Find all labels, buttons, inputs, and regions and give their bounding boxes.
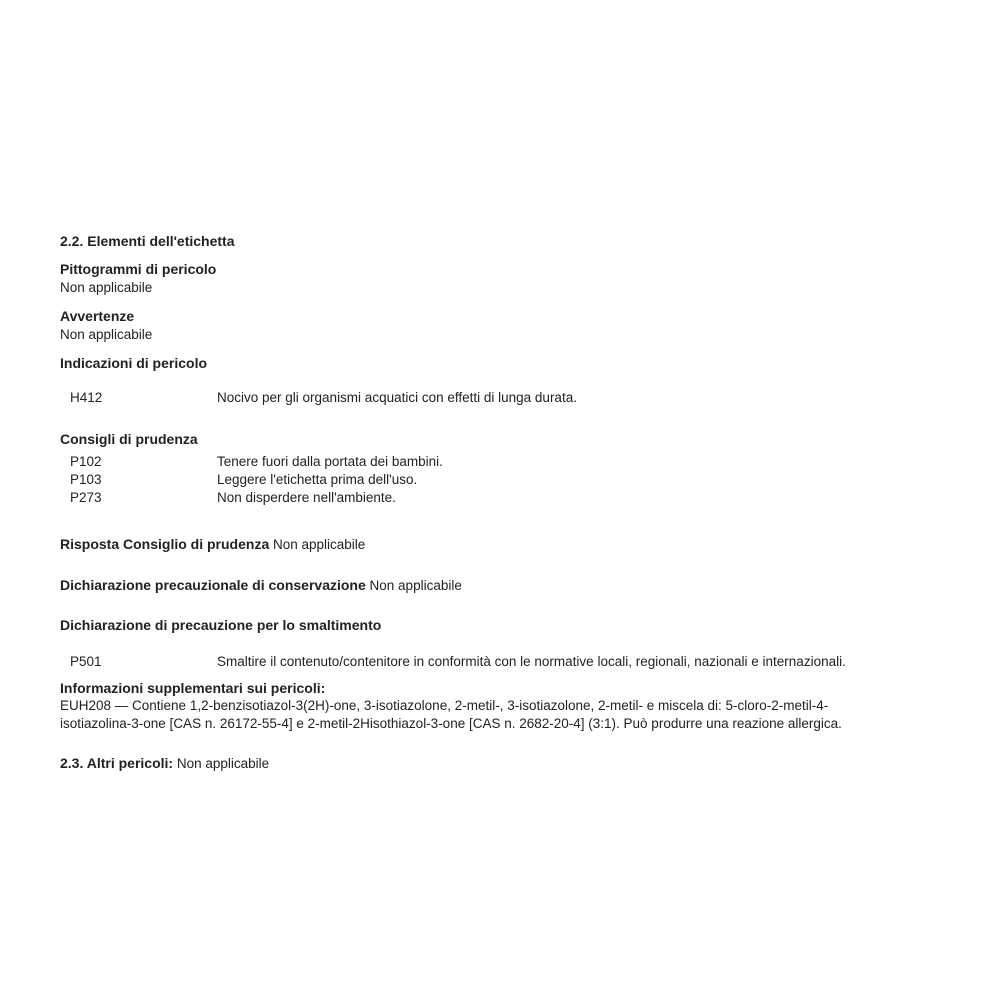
hazard-text: Nocivo per gli organismi acquatici con effetti di lunga durata. <box>217 390 577 405</box>
response-line <box>60 535 950 554</box>
disposal-text: Smaltire il contenuto/contenitore in conformità con le normative locali, regionali, nazionali e internazionali. <box>217 654 846 669</box>
hazard-statement-row <box>60 389 950 407</box>
storage-line <box>60 576 950 595</box>
precautionary-statements-label: Consigli di prudenza <box>60 431 198 447</box>
pictograms-value: Non applicabile <box>60 280 153 295</box>
response-label: Risposta Consiglio di prudenza <box>60 536 270 552</box>
supplemental-text-line: isotiazolina-3-one [CAS n. 26172-55-4] e 2-metil-2Hisothiazol-3-one [CAS n. 2682-20-4] (3:1). Può produrre una reazione allergica. <box>60 716 842 731</box>
precautionary-code: P102 <box>70 454 102 469</box>
sds-label-elements-section <box>60 232 950 773</box>
storage-value: Non applicabile <box>369 578 462 593</box>
precautionary-code: P103 <box>70 472 102 487</box>
precautionary-row <box>60 489 950 507</box>
section-2-2-heading: 2.2. Elementi dell'etichetta <box>60 233 235 249</box>
disposal-row <box>60 653 950 671</box>
disposal-label: Dichiarazione di precauzione per lo smaltimento <box>60 617 382 633</box>
signal-word-label: Avvertenze <box>60 308 135 324</box>
precautionary-code: P273 <box>70 490 102 505</box>
pictograms-label: Pittogrammi di pericolo <box>60 261 217 277</box>
signal-word-value: Non applicabile <box>60 327 153 342</box>
hazard-statements-label: Indicazioni di pericolo <box>60 355 208 371</box>
storage-label: Dichiarazione precauzionale di conservazione <box>60 577 366 593</box>
precautionary-text: Tenere fuori dalla portata dei bambini. <box>217 454 443 469</box>
precautionary-text: Leggere l'etichetta prima dell'uso. <box>217 472 418 487</box>
hazard-code: H412 <box>70 390 103 405</box>
precautionary-row <box>60 471 950 489</box>
response-value: Non applicabile <box>273 537 366 552</box>
section-2-3-heading: 2.3. Altri pericoli: <box>60 755 174 771</box>
precautionary-row <box>60 453 950 471</box>
section-2-3-value: Non applicabile <box>176 756 270 771</box>
supplemental-label: Informazioni supplementari sui pericoli: <box>60 680 326 696</box>
supplemental-text-line: EUH208 — Contiene 1,2-benzisotiazol-3(2H)-one, 3-isotiazolone, 2-metil-, 3-isotiazolone, 2-metil- e miscela di: 5-cloro-2-metil-4- <box>60 698 829 713</box>
section-2-3-line <box>60 754 950 773</box>
disposal-code: P501 <box>70 654 102 669</box>
precautionary-text: Non disperdere nell'ambiente. <box>217 490 396 505</box>
